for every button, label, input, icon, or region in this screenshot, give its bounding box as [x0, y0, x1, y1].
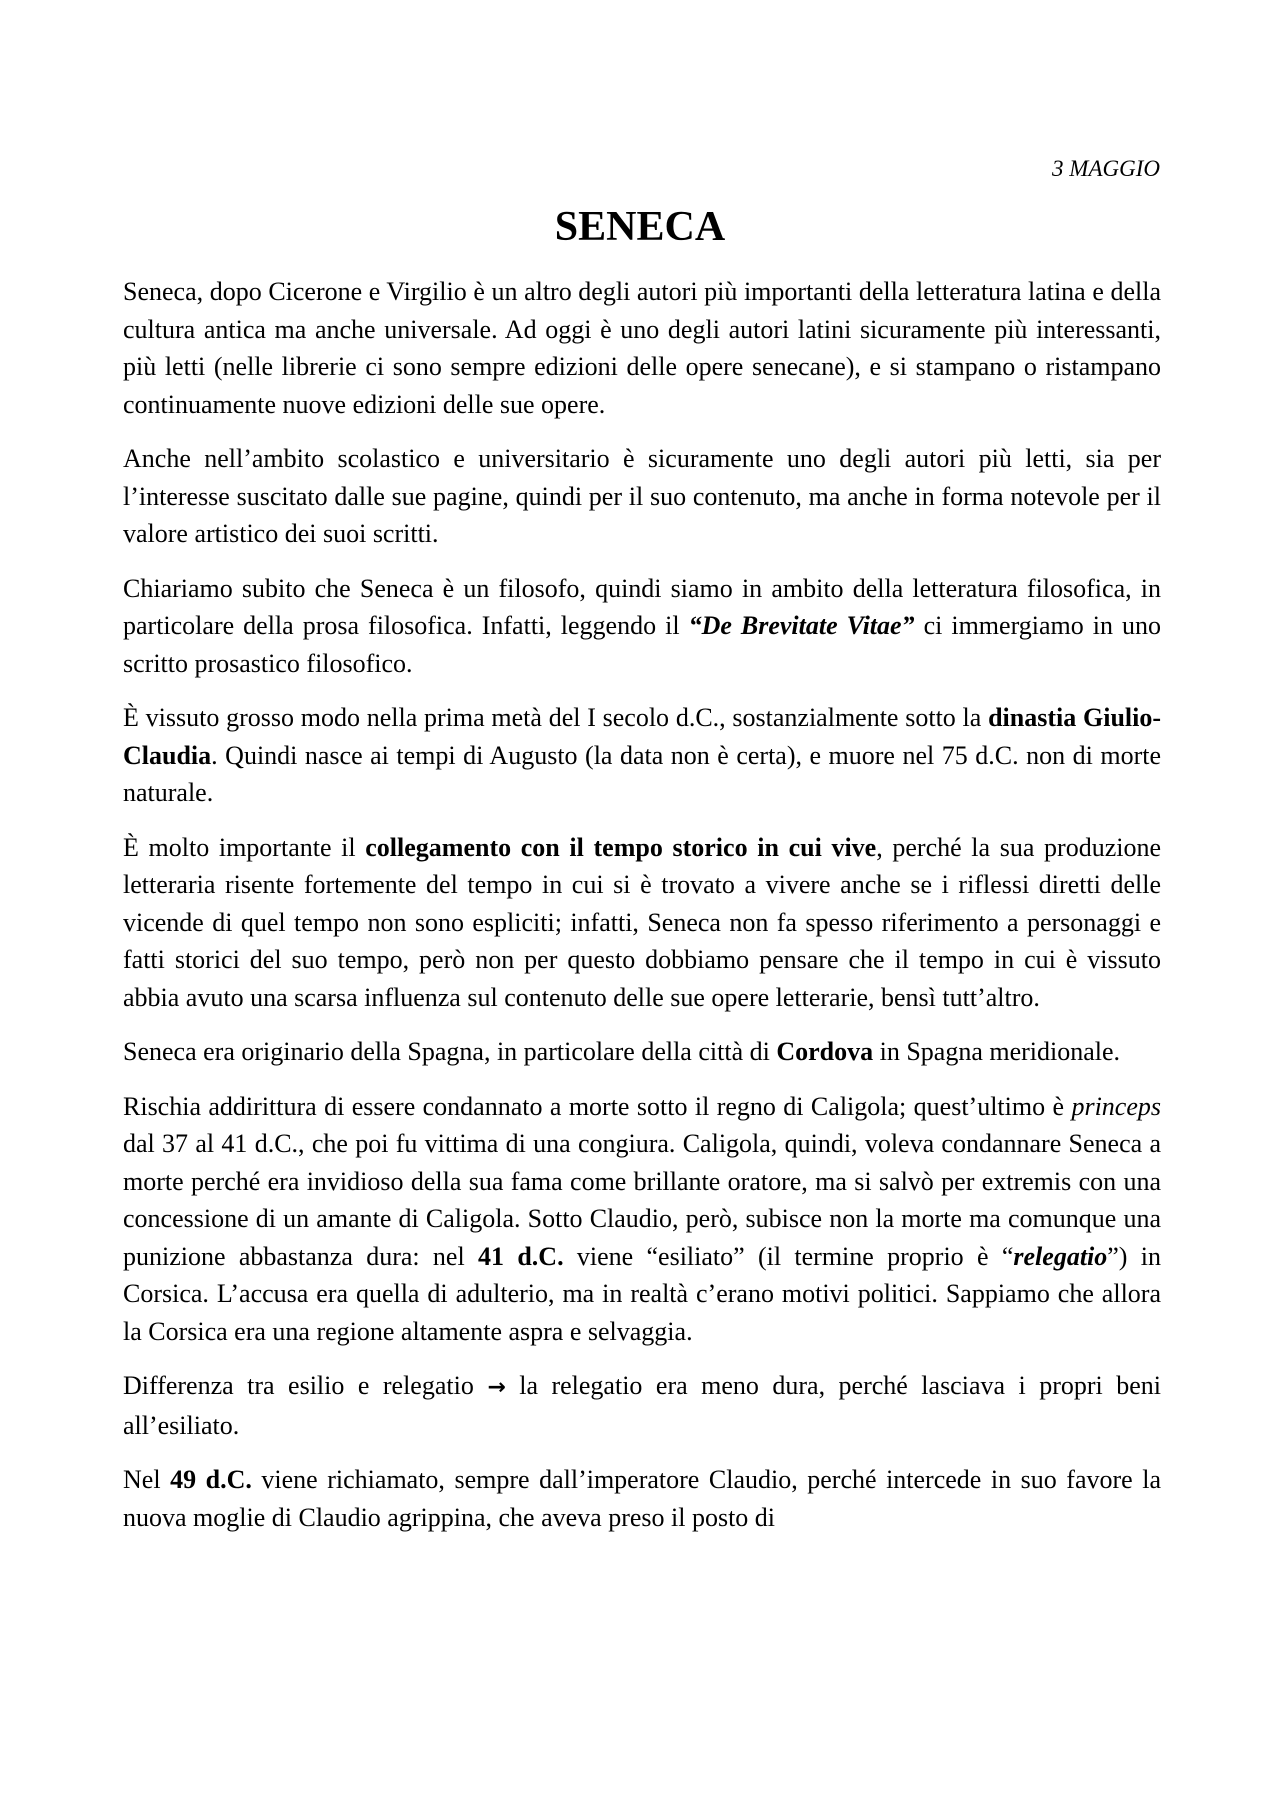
paragraph-text: , perché la sua produzione letteraria risente fortemente del tempo in cui si è trovato a vivere anche se i riflessi diretti delle vicende di quel tempo non sono espliciti; infatti, Seneca non fa spesso riferimento a personaggi e fatti storici del suo tempo, però non per questo dobbiamo pensare che il tempo in cui è vissuto abbia avuto una scarsa influenza sul contenuto delle sue opere letterarie, bensì tutt’altro.: [123, 832, 1162, 1012]
paragraph-text: Seneca, dopo Cicerone e Virgilio è un altro degli autori più importanti della letteratura latina e della cultura antica ma anche universale. Ad oggi è uno degli autori latini sicuramente più interessanti, più letti (nelle librerie ci sono sempre edizioni delle opere senecane), e si stampano o ristampano continuamente nuove edizioni delle sue opere.: [123, 277, 1161, 419]
paragraph-text: Seneca era originario della Spagna, in particolare della città di: [123, 1037, 777, 1066]
italic-term: princeps: [1071, 1091, 1161, 1121]
paragraph-text: Rischia addirittura di essere condannato a morte sotto il regno di Caligola; quest’ultimo è: [123, 1091, 1072, 1121]
paragraph-text: Nel: [123, 1465, 171, 1494]
paragraph-exile: [123, 1088, 1161, 1351]
paragraph-text: viene “esiliato” (il termine proprio è “: [563, 1241, 1014, 1271]
right-arrow-icon: →: [487, 1375, 506, 1400]
date-header: 3 MAGGIO: [1052, 156, 1160, 181]
document-body: [123, 273, 1161, 1553]
bold-term: 49 d.C.: [170, 1465, 252, 1494]
paragraph-origin: [123, 1033, 1161, 1071]
page-title: SENECA: [554, 204, 726, 250]
paragraph-difference: [123, 1367, 1161, 1444]
paragraph-philosopher: [123, 570, 1161, 683]
paragraph-text: ”) in Corsica. L’accusa era quella di adulterio, ma in realtà c’erano motivi politici. Sappiamo che allora la Corsica era una regione altamente aspra e selvaggia.: [123, 1241, 1161, 1346]
paragraph-text: dal 37 al 41 d.C., che poi fu vittima di una congiura. Caligola, quindi, voleva condannare Seneca a morte perché era invidioso della sua fama come brillante oratore, ma si salvò per extremis con una concessione di un amante di Caligola. Sotto Claudio, però, subisce non la morte ma comunque una punizione abbastanza dura: nel: [123, 1129, 1161, 1271]
book-title-emphasis: “De Brevitate Vitae”: [688, 611, 915, 640]
bold-term: Cordova: [776, 1037, 874, 1066]
paragraph-text: in Spagna meridionale.: [873, 1037, 1121, 1066]
paragraph-text: È vissuto grosso modo nella prima metà del I secolo d.C., sostanzialmente sotto la: [123, 703, 989, 732]
paragraph-text: È molto importante il: [123, 832, 366, 862]
paragraph-text: ci immergiamo in uno scritto prosastico filosofico.: [123, 611, 1161, 678]
paragraph-text: Chiariamo subito che Seneca è un filosofo, quindi siamo in ambito della letteratura filosofica, in particolare della prosa filosofica. Infatti, leggendo il: [123, 573, 1161, 640]
paragraph-text: la relegatio era meno dura, perché lasciava i propri beni all’esiliato.: [123, 1371, 1161, 1440]
paragraph-text: Anche nell’ambito scolastico e universitario è sicuramente uno degli autori più letti, sia per l’interesse suscitato dalle sue pagine, quindi per il suo contenuto, ma anche in forma notevole per il valore artistico dei suoi scritti.: [123, 444, 1161, 548]
paragraph-school: [123, 440, 1161, 553]
paragraph-text: viene richiamato, sempre dall’imperatore Claudio, perché intercede in suo favore la nuova moglie di Claudio agrippina, che aveva preso il posto di: [123, 1465, 1161, 1532]
bold-term: dinastia Giulio-Claudia: [123, 703, 1162, 770]
bold-term: collegamento con il tempo storico in cui vive: [365, 832, 877, 862]
paragraph-historical-context: [123, 829, 1161, 1017]
paragraph-lifetime: [123, 699, 1161, 812]
paragraph-intro: [123, 273, 1161, 423]
paragraph-text: . Quindi nasce ai tempi di Augusto (la data non è certa), e muore nel 75 d.C. non di morte naturale.: [123, 740, 1161, 807]
bold-italic-term: relegatio: [1013, 1241, 1108, 1271]
paragraph-recall: [123, 1461, 1161, 1536]
paragraph-text: Differenza tra esilio e relegatio: [123, 1371, 488, 1400]
bold-term: 41 d.C.: [478, 1241, 564, 1271]
